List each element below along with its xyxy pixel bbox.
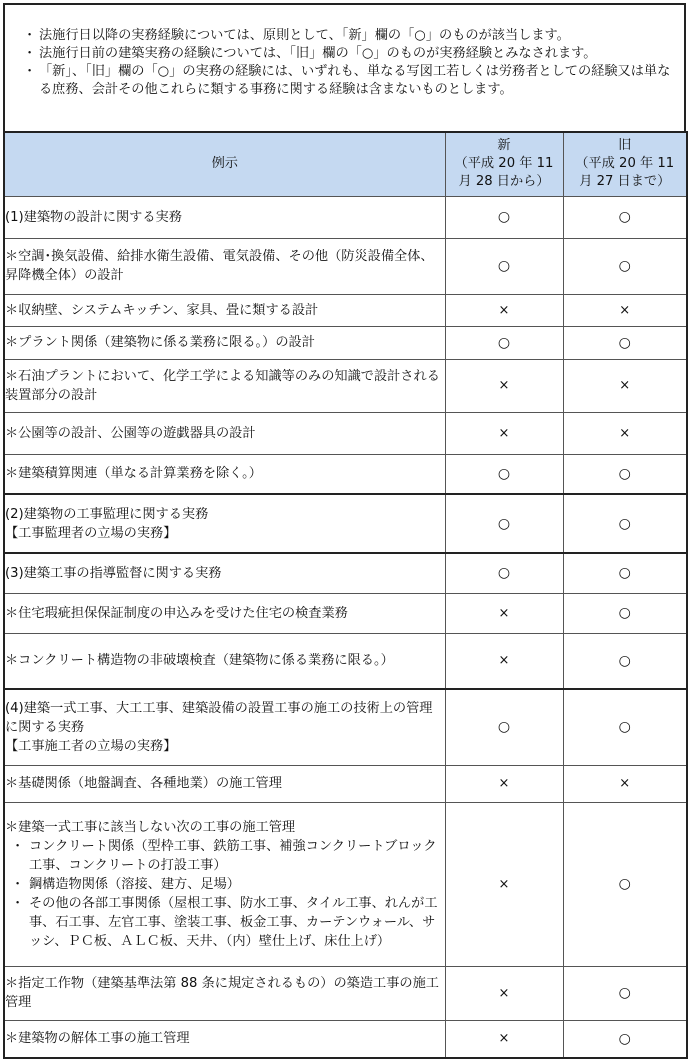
table-row	[4, 359, 687, 412]
note-2	[23, 45, 674, 63]
new-mark: ○	[445, 494, 563, 553]
table-row	[4, 196, 687, 238]
sub-text: 鋼構造物関係（溶接、建方、足場）	[29, 876, 240, 892]
row-text: ＊住宅瑕疵担保保証制度の申込みを受けた住宅の検査業務	[4, 593, 445, 633]
sub-item	[5, 875, 445, 894]
old-mark: ○	[563, 689, 687, 765]
old-mark: ○	[563, 196, 687, 238]
row-text	[4, 689, 445, 765]
new-mark: ○	[445, 326, 563, 359]
new-mark: ×	[445, 802, 563, 966]
table-row	[4, 633, 687, 689]
new-mark: ○	[445, 196, 563, 238]
note-text: 法施行日前の建築実務の経験については、「旧」欄の「○」のものが実務経験とみなされます。	[39, 46, 597, 61]
row-text-line1: (4)建築一式工事、大工工事、建築設備の設置工事の施工の技術上の管理に関する実務	[5, 700, 433, 735]
old-mark: ○	[563, 494, 687, 553]
table-row	[4, 593, 687, 633]
header-old-sub1: （平成 20 年 11	[575, 156, 675, 172]
table-header-row	[4, 132, 687, 196]
old-mark: ○	[563, 1020, 687, 1058]
new-mark: ○	[445, 689, 563, 765]
header-old-title: 旧	[618, 138, 632, 154]
old-mark: ×	[563, 765, 687, 802]
sub-bullet: ・	[11, 838, 25, 854]
new-mark: ×	[445, 412, 563, 454]
old-mark: ○	[563, 238, 687, 294]
table-row	[4, 966, 687, 1020]
note-bullet: ・	[23, 64, 37, 79]
experience-table	[3, 131, 688, 1059]
row-text: ＊建築積算関連（単なる計算業務を除く。）	[4, 454, 445, 494]
old-mark: ○	[563, 593, 687, 633]
old-mark: ○	[563, 326, 687, 359]
row-text: (3)建築工事の指導監督に関する実務	[4, 553, 445, 593]
row-text-line1: (2)建築物の工事監理に関する実務	[5, 506, 209, 522]
row-text: ＊石油プラントにおいて、化学工学による知識等のみの知識で設計される装置部分の設計	[4, 359, 445, 412]
table-row	[4, 765, 687, 802]
header-new-sub2: 月 28 日から）	[458, 174, 550, 190]
notes-box	[3, 3, 686, 131]
new-mark: ×	[445, 966, 563, 1020]
old-mark: ○	[563, 802, 687, 966]
table-row	[4, 326, 687, 359]
old-mark: ×	[563, 294, 687, 326]
row-text: ＊プラント関係（建築物に係る業務に限る。）の設計	[4, 326, 445, 359]
table-row	[4, 689, 687, 765]
table-row	[4, 553, 687, 593]
new-mark: ○	[445, 553, 563, 593]
header-old	[563, 132, 687, 196]
header-new-sub1: （平成 20 年 11	[454, 156, 554, 172]
old-mark: ○	[563, 553, 687, 593]
new-mark: ×	[445, 294, 563, 326]
row-text: ＊収納壁、システムキッチン、家具、畳に類する設計	[4, 294, 445, 326]
table-row	[4, 802, 687, 966]
new-mark: ○	[445, 238, 563, 294]
old-mark: ×	[563, 412, 687, 454]
sub-item	[5, 894, 445, 951]
table-row	[4, 454, 687, 494]
table-row	[4, 494, 687, 553]
new-mark: ×	[445, 359, 563, 412]
header-old-sub2: 月 27 日まで）	[579, 174, 671, 190]
new-mark: ○	[445, 454, 563, 494]
header-new	[445, 132, 563, 196]
row-text: ＊空調･換気設備、給排水衛生設備、電気設備、その他（防災設備全体、昇降機全体）の設計	[4, 238, 445, 294]
new-mark: ×	[445, 633, 563, 689]
note-text: 「新」、「旧」欄の「○」の実務の経験には、いずれも、単なる写図工若しくは労務者としての経験又は単なる庶務、会計その他これらに類する事務に関する経験は含まないものとします。	[39, 64, 671, 97]
table-row	[4, 238, 687, 294]
note-bullet: ・	[23, 28, 37, 43]
old-mark: ○	[563, 966, 687, 1020]
table-row	[4, 1020, 687, 1058]
old-mark: ×	[563, 359, 687, 412]
old-mark: ○	[563, 633, 687, 689]
note-1	[23, 27, 674, 45]
table-row	[4, 412, 687, 454]
row-text-line1: ＊建築一式工事に該当しない次の工事の施工管理	[5, 819, 296, 835]
sub-text: コンクリート関係（型枠工事、鉄筋工事、補強コンクリートブロック工事、コンクリートの打設工事）	[29, 838, 437, 873]
row-text: ＊建築物の解体工事の施工管理	[4, 1020, 445, 1058]
row-text	[4, 802, 445, 966]
row-text: ＊コンクリート構造物の非破壊検査（建築物に係る業務に限る。）	[4, 633, 445, 689]
row-text	[4, 494, 445, 553]
new-mark: ×	[445, 593, 563, 633]
sub-text: その他の各部工事関係（屋根工事、防水工事、タイル工事、れんが工事、石工事、左官工事、塗装工事、板金工事、カーテンウォール、サッシ、ＰＣ板、ＡＬＣ板、天井、（内）壁仕上げ、床仕上げ）	[29, 895, 438, 949]
sub-bullet: ・	[11, 876, 25, 892]
note-bullet: ・	[23, 46, 37, 61]
note-3	[23, 63, 674, 99]
row-text: ＊指定工作物（建築基準法第 88 条に規定されるもの）の築造工事の施工管理	[4, 966, 445, 1020]
row-text-line2: 【工事監理者の立場の実務】	[5, 525, 177, 541]
row-text: ＊公園等の設計、公園等の遊戯器具の設計	[4, 412, 445, 454]
sub-item	[5, 837, 445, 875]
row-text: ＊基礎関係（地盤調査、各種地業）の施工管理	[4, 765, 445, 802]
new-mark: ×	[445, 1020, 563, 1058]
header-example: 例示	[4, 132, 445, 196]
note-text: 法施行日以降の実務経験については、原則として、「新」欄の「○」のものが該当します。	[39, 28, 570, 43]
row-text: (1)建築物の設計に関する実務	[4, 196, 445, 238]
sub-bullet: ・	[11, 895, 25, 911]
row-text-line2: 【工事施工者の立場の実務】	[5, 738, 177, 754]
new-mark: ×	[445, 765, 563, 802]
table-row	[4, 294, 687, 326]
header-new-title: 新	[497, 138, 511, 154]
old-mark: ○	[563, 454, 687, 494]
